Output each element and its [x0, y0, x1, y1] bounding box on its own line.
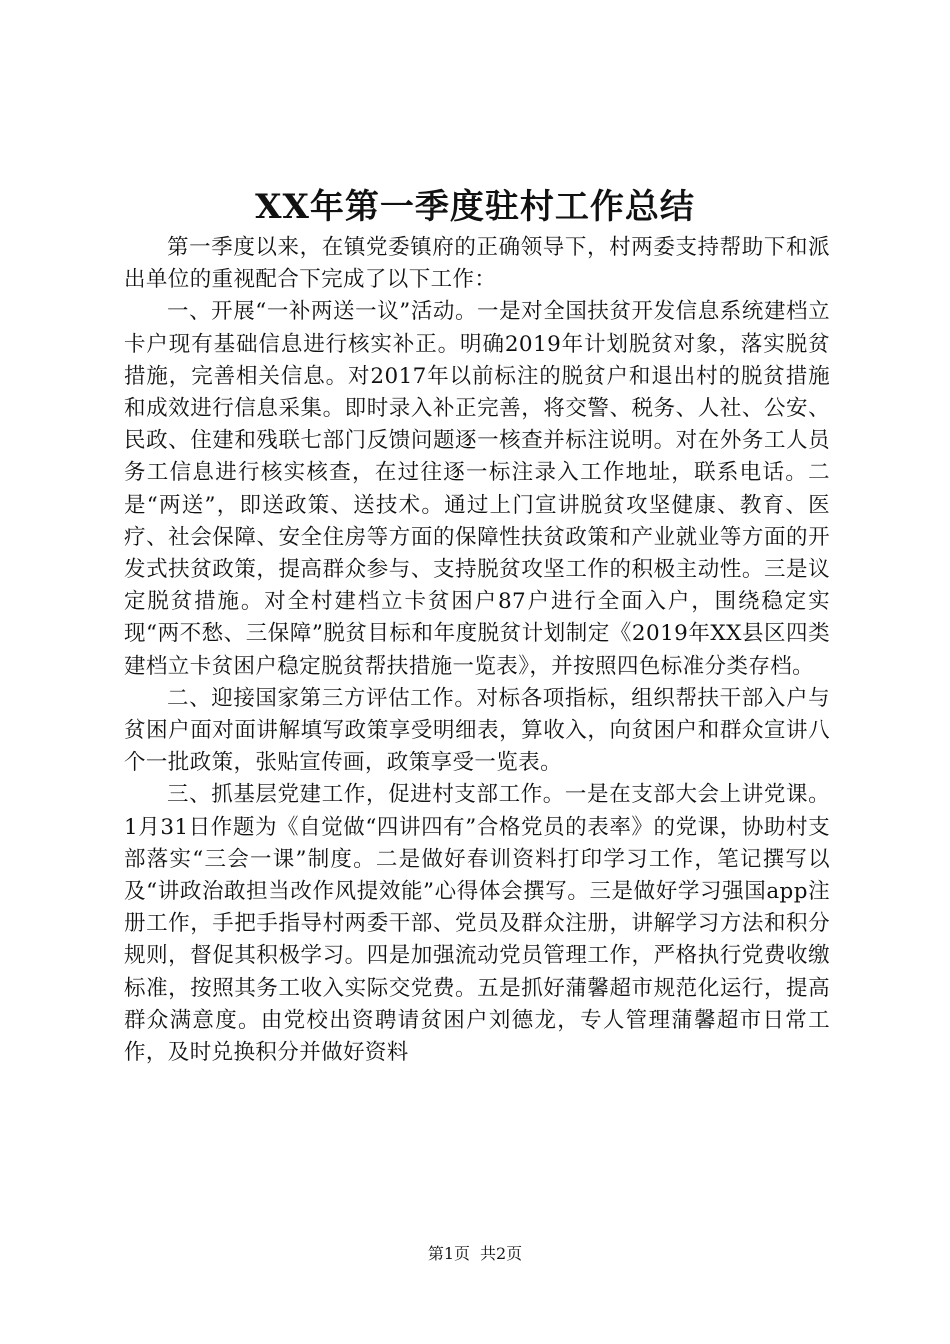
- page-total: 共2页: [480, 1244, 523, 1263]
- paragraph-section-1: 一、开展“一补两送一议”活动。一是对全国扶贫开发信息系统建档立卡户现有基础信息进行核实补正。明确2019年计划脱贫对象，落实脱贫措施，完善相关信息。对2017年以前标注的脱贫户和退出村的脱贫措施和成效进行信息采集。即时录入补正完善，将交警、税务、人社、公安、民政、住建和残联七部门反馈问题逐一核查并标注说明。对在外务工人员务工信息进行核实核查，在过往逐一标注录入工作地址，联系电话。二是“两送”，即送政策、送技术。通过上门宣讲脱贫攻坚健康、教育、医疗、社会保障、安全住房等方面的保障性扶贫政策和产业就业等方面的开发式扶贫政策，提高群众参与、支持脱贫攻坚工作的积极主动性。三是议定脱贫措施。对全村建档立卡贫困户87户进行全面入户，围绕稳定实现“两不愁、三保障”脱贫目标和年度脱贫计划制定《2019年XX县区四类建档立卡贫困户稳定脱贫帮扶措施一览表》，并按照四色标准分类存档。: [124, 299, 830, 679]
- paragraph-section-2: 二、迎接国家第三方评估工作。对标各项指标，组织帮扶干部入户与贫困户面对面讲解填写政策享受明细表，算收入，向贫困户和群众宣讲八个一批政策，张贴宣传画，政策享受一览表。: [124, 685, 830, 776]
- document-title: XX年第一季度驻村工作总结: [255, 187, 695, 227]
- paragraph-intro: 第一季度以来，在镇党委镇府的正确领导下，村两委支持帮助下和派出单位的重视配合下完成了以下工作：: [124, 235, 830, 293]
- document-body: [124, 232, 830, 1069]
- paragraph-section-3: 三、抓基层党建工作，促进村支部工作。一是在支部大会上讲党课。1月31日作题为《自觉做“四讲四有”合格党员的表率》的党课，协助村支部落实“三会一课”制度。二是做好春训资料打印学习工作，笔记撰写以及“讲政治敢担当改作风提效能”心得体会撰写。三是做好学习强国app注册工作，手把手指导村两委干部、党员及群众注册，讲解学习方法和积分规则，督促其积极学习。四是加强流动党员管理工作，严格执行党费收缴标准，按照其务工收入实际交党费。五是抓好蒲馨超市规范化运行，提高群众满意度。由党校出资聘请贫困户刘德龙，专人管理蒲馨超市日常工作，及时兑换积分并做好资料: [124, 782, 830, 1066]
- page-footer: [0, 1244, 950, 1264]
- page-number: 第1页: [427, 1244, 470, 1263]
